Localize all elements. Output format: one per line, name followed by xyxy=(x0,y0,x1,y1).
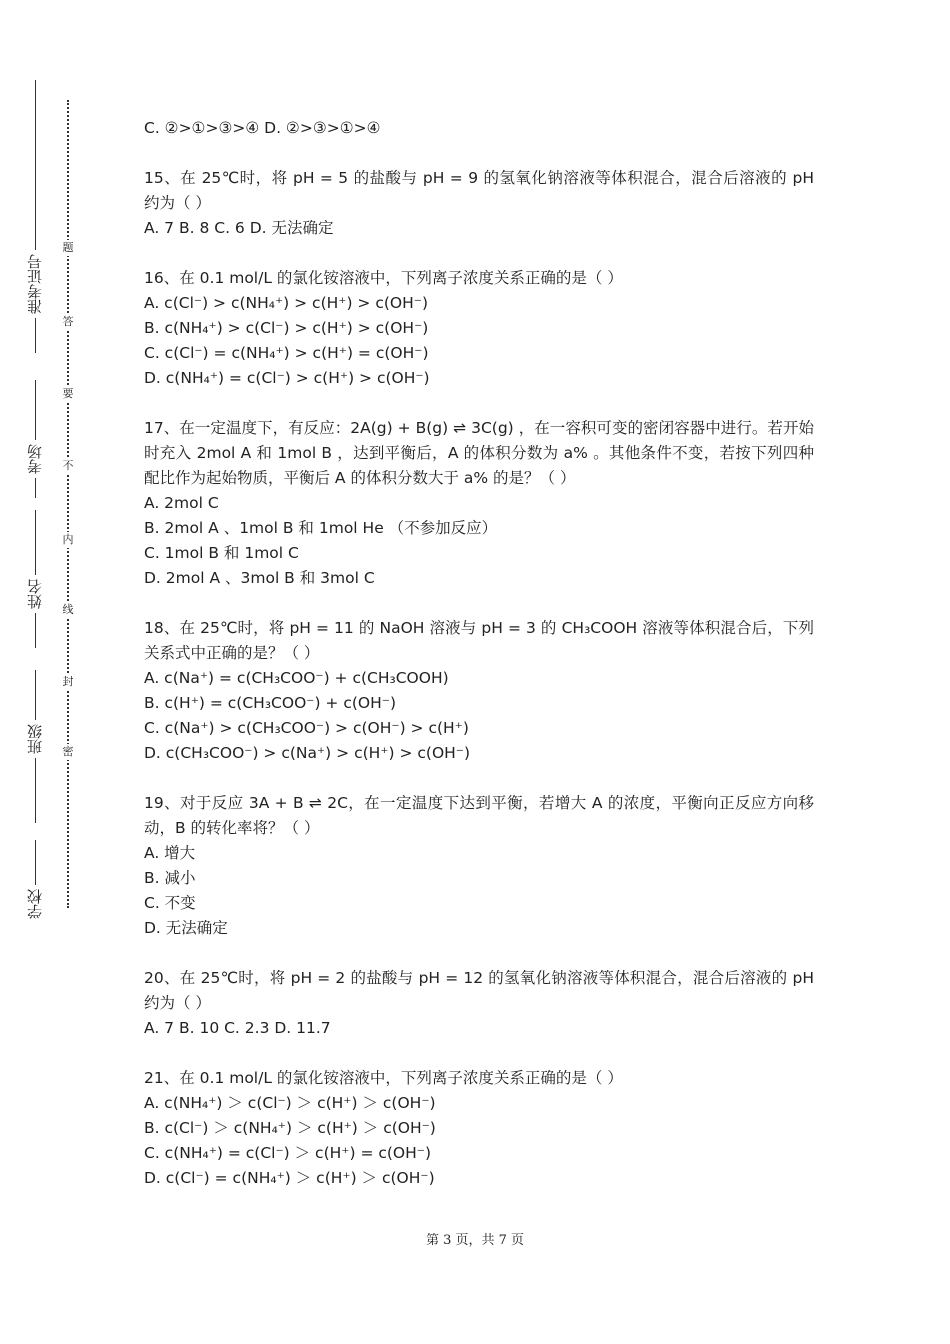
option-line: A. 7 B. 10 C. 2.3 D. 11.7 xyxy=(144,1019,331,1037)
question-17 xyxy=(144,416,814,591)
seal-char: 要 xyxy=(58,386,78,402)
option-a: A. c(NH₄⁺) ＞ c(Cl⁻) ＞ c(H⁺) ＞ c(OH⁻) xyxy=(144,1094,436,1112)
question-16 xyxy=(144,266,814,391)
question-stem: 15、在 25℃时，将 pH = 5 的盐酸与 pH = 9 的氢氧化钠溶液等体积混合，混合后溶液的 pH 约为（ ） xyxy=(144,169,814,212)
option-b: B. c(NH₄⁺) > c(Cl⁻) > c(H⁺) > c(OH⁻) xyxy=(144,319,429,337)
seal-char: 不 xyxy=(58,458,78,474)
question-14-tail xyxy=(144,116,814,141)
option-d: D. c(Cl⁻) = c(NH₄⁺) ＞ c(H⁺) ＞ c(OH⁻) xyxy=(144,1169,435,1187)
question-stem: 21、在 0.1 mol/L 的氯化铵溶液中，下列离子浓度关系正确的是（ ） xyxy=(144,1069,623,1087)
seal-char: 封 xyxy=(58,674,78,690)
seal-char: 答 xyxy=(58,314,78,330)
seal-line xyxy=(58,100,78,908)
option-c: C. c(Na⁺) > c(CH₃COO⁻) > c(OH⁻) > c(H⁺) xyxy=(144,719,469,737)
option-a: A. c(Na⁺) = c(CH₃COO⁻) + c(CH₃COOH) xyxy=(144,669,449,687)
option-a: A. c(Cl⁻) > c(NH₄⁺) > c(H⁺) > c(OH⁻) xyxy=(144,294,429,312)
question-20 xyxy=(144,966,814,1041)
option-a: A. 2mol C xyxy=(144,494,219,512)
student-info-margin xyxy=(18,80,52,930)
question-18 xyxy=(144,616,814,766)
option-d: D. 2mol A 、3mol B 和 3mol C xyxy=(144,569,375,587)
option-d: D. c(CH₃COO⁻) > c(Na⁺) > c(H⁺) > c(OH⁻) xyxy=(144,744,471,762)
exam-room-label: 考场 xyxy=(26,444,44,474)
question-stem: 16、在 0.1 mol/L 的氯化铵溶液中，下列离子浓度关系正确的是（ ） xyxy=(144,269,623,287)
question-stem: 18、在 25℃时，将 pH = 11 的 NaOH 溶液与 pH = 3 的 CH₃COOH 溶液等体积混合后，下列关系式中正确的是？（ ） xyxy=(144,619,814,662)
class-label: 班级 xyxy=(26,724,44,754)
option-line: C. ②>①>③>④ D. ②>③>①>④ xyxy=(144,119,381,137)
seal-char: 内 xyxy=(58,532,78,548)
page-number: 第 3 页，共 7 页 xyxy=(425,1233,525,1248)
option-line: A. 7 B. 8 C. 6 D. 无法确定 xyxy=(144,219,334,237)
class-field[interactable] xyxy=(18,670,52,840)
seal-char: 密 xyxy=(58,744,78,760)
option-c: C. c(Cl⁻) = c(NH₄⁺) > c(H⁺) = c(OH⁻) xyxy=(144,344,429,362)
question-15 xyxy=(144,166,814,241)
exam-content xyxy=(144,116,814,1216)
option-d: D. c(NH₄⁺) = c(Cl⁻) > c(H⁺) > c(OH⁻) xyxy=(144,369,430,387)
exam-number-field[interactable] xyxy=(18,80,52,380)
seal-char: 线 xyxy=(58,602,78,618)
school-field[interactable] xyxy=(18,840,52,930)
question-19 xyxy=(144,791,814,941)
option-c: C. 不变 xyxy=(144,894,196,912)
question-stem: 17、在一定温度下，有反应：2A(g) + B(g) ⇌ 3C(g) ，在一容积可变的密闭容器中进行。若开始时充入 2mol A 和 1mol B ，达到平衡后，A 的体积分数为 a% 。其他条件不变，若按下列四种配比作为起始物质，平衡后 A 的体积分数大于 a% 的是？（ ） xyxy=(144,419,814,487)
option-a: A. 增大 xyxy=(144,844,196,862)
name-field[interactable] xyxy=(18,510,52,670)
question-21 xyxy=(144,1066,814,1191)
name-label: 姓名 xyxy=(26,579,44,609)
question-stem: 19、对于反应 3A + B ⇌ 2C，在一定温度下达到平衡，若增大 A 的浓度，平衡向正反应方向移动，B 的转化率将？（ ） xyxy=(144,794,814,837)
option-b: B. 减小 xyxy=(144,869,196,887)
option-b: B. c(Cl⁻) ＞ c(NH₄⁺) ＞ c(H⁺) ＞ c(OH⁻) xyxy=(144,1119,436,1137)
option-d: D. 无法确定 xyxy=(144,919,228,937)
option-c: C. c(NH₄⁺) = c(Cl⁻) ＞ c(H⁺) = c(OH⁻) xyxy=(144,1144,432,1162)
school-label: 学校 xyxy=(26,889,44,919)
exam-room-field[interactable] xyxy=(18,380,52,510)
option-b: B. c(H⁺) = c(CH₃COO⁻) + c(OH⁻) xyxy=(144,694,396,712)
option-b: B. 2mol A 、1mol B 和 1mol He （不参加反应） xyxy=(144,519,498,537)
exam-number-label: 准考证号 xyxy=(26,254,44,314)
option-c: C. 1mol B 和 1mol C xyxy=(144,544,299,562)
seal-char: 题 xyxy=(58,240,78,256)
question-stem: 20、在 25℃时，将 pH = 2 的盐酸与 pH = 12 的氢氧化钠溶液等体积混合，混合后溶液的 pH 约为（ ） xyxy=(144,969,814,1012)
